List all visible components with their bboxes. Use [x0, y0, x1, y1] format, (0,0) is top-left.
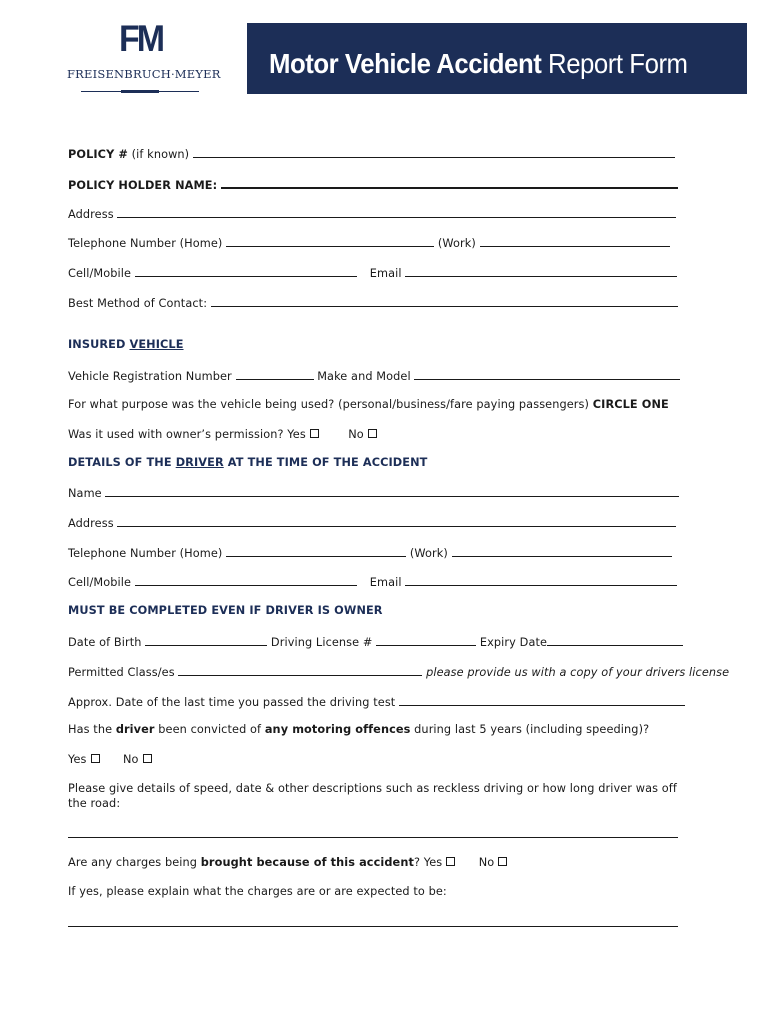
- charges-no-checkbox[interactable]: [498, 857, 507, 866]
- driver-cell-label: Cell/Mobile: [68, 576, 132, 589]
- driver-address-field[interactable]: [117, 515, 676, 527]
- policy-holder-field[interactable]: [221, 176, 678, 189]
- holder-tel-home-field[interactable]: [226, 235, 434, 247]
- driver-heading-prefix: DETAILS OF THE: [68, 456, 176, 469]
- logo-rule-accent: [121, 90, 159, 93]
- driver-tel-work-label: (Work): [409, 547, 448, 560]
- driver-name-field[interactable]: [105, 485, 679, 497]
- expiry-field[interactable]: [547, 634, 683, 646]
- last-test-field[interactable]: [399, 694, 685, 706]
- offence-details-field[interactable]: [68, 826, 678, 838]
- convictions-yes-checkbox[interactable]: [91, 754, 100, 763]
- permission-yes-label: Yes: [287, 428, 306, 441]
- driver-email-field[interactable]: [405, 574, 677, 586]
- convictions-no-label: No: [122, 753, 139, 766]
- charges-yes-label: ? Yes: [413, 856, 443, 869]
- charges-explain-label: If yes, please explain what the charges are or are expected to be:: [68, 885, 447, 898]
- permission-question: Was it used with owner’s permission?: [68, 428, 284, 441]
- last-test-label: Approx. Date of the last time you passed the driving test: [68, 696, 396, 709]
- permission-yes-checkbox[interactable]: [310, 429, 319, 438]
- driver-cell-email-row: [68, 574, 677, 589]
- purpose-question[interactable]: For what purpose was the vehicle being used? (personal/business/fare paying passengers): [68, 398, 593, 411]
- driver-details-heading: [68, 456, 427, 469]
- best-contact-field[interactable]: [211, 295, 678, 307]
- vehicle-registration-row: [68, 368, 680, 383]
- permitted-class-field[interactable]: [178, 664, 422, 676]
- insured-vehicle-heading: [68, 338, 184, 351]
- policy-number-field[interactable]: [193, 146, 675, 158]
- charges-explain-field[interactable]: [68, 915, 678, 927]
- charges-text-a: Are any charges being: [68, 856, 201, 869]
- last-test-row: [68, 694, 685, 709]
- policy-number-note: (if known): [127, 148, 193, 161]
- convictions-text-e: during last 5 years (including speeding)?: [410, 723, 650, 736]
- license-copy-note: please provide us with a copy of your drivers license: [426, 666, 730, 679]
- charges-yes-checkbox[interactable]: [446, 857, 455, 866]
- driver-heading-underlined: DRIVER: [175, 456, 224, 469]
- circle-one-note: CIRCLE ONE: [592, 398, 669, 411]
- charges-explain-row: [68, 915, 678, 930]
- vehicle-purpose-row: [68, 398, 669, 411]
- policy-number-label: POLICY #: [68, 148, 128, 161]
- driver-email-label: Email: [369, 576, 402, 589]
- holder-address-field[interactable]: [117, 206, 676, 218]
- permission-no-checkbox[interactable]: [368, 429, 377, 438]
- convictions-yes-label: Yes: [68, 753, 87, 766]
- make-model-label: Make and Model: [317, 370, 411, 383]
- driver-tel-home-label: Telephone Number (Home): [68, 547, 223, 560]
- offence-details-row: [68, 826, 678, 841]
- driver-tel-work-field[interactable]: [452, 545, 672, 557]
- holder-tel-work-label: (Work): [437, 237, 476, 250]
- driver-address-label: Address: [68, 517, 114, 530]
- holder-cell-email-row: [68, 265, 677, 280]
- holder-email-field[interactable]: [405, 265, 677, 277]
- permission-no-label: No: [348, 428, 364, 441]
- holder-email-label: Email: [369, 267, 402, 280]
- logo-mark: FM: [119, 18, 163, 60]
- holder-tel-work-field[interactable]: [480, 235, 670, 247]
- holder-address-row: [68, 206, 676, 221]
- holder-tel-home-label: Telephone Number (Home): [68, 237, 223, 250]
- driver-telephone-row: [68, 545, 672, 560]
- convictions-text-offences: any motoring offences: [264, 723, 411, 736]
- driver-name-label: Name: [68, 487, 102, 500]
- driver-address-row: [68, 515, 676, 530]
- make-model-field[interactable]: [414, 368, 680, 380]
- convictions-answer-row: [68, 753, 152, 766]
- owner-permission-row: [68, 428, 377, 441]
- registration-label: Vehicle Registration Number: [68, 370, 232, 383]
- policy-holder-row: [68, 176, 678, 192]
- logo-name: FREISENBRUCH·MEYER: [67, 67, 221, 81]
- must-complete-heading: MUST BE COMPLETED EVEN IF DRIVER IS OWNER: [68, 604, 383, 617]
- driver-cell-field[interactable]: [135, 574, 357, 586]
- license-field[interactable]: [376, 634, 476, 646]
- company-logo: [67, 18, 221, 96]
- policy-number-row: [68, 146, 675, 161]
- convictions-question: [68, 723, 649, 736]
- driver-heading-suffix: AT THE TIME OF THE ACCIDENT: [223, 456, 428, 469]
- dob-license-row: [68, 634, 683, 649]
- holder-cell-label: Cell/Mobile: [68, 267, 132, 280]
- charges-question-row: [68, 856, 507, 869]
- offence-details-question-line2: the road:: [68, 797, 121, 810]
- form-title: [269, 48, 688, 80]
- holder-address-label: Address: [68, 208, 114, 221]
- dob-label: Date of Birth: [68, 636, 142, 649]
- holder-telephone-row: [68, 235, 670, 250]
- title-banner: [247, 23, 747, 94]
- offence-details-question-line1: Please give details of speed, date & other descriptions such as reckless driving or how long driver was off: [68, 782, 677, 795]
- insured-vehicle-heading-underlined: VEHICLE: [129, 338, 184, 351]
- best-contact-row: [68, 295, 678, 310]
- dob-field[interactable]: [145, 634, 267, 646]
- form-title-rest: Report Form: [541, 48, 688, 79]
- expiry-label: Expiry Date: [479, 636, 548, 649]
- permitted-class-row: [68, 664, 729, 679]
- convictions-text-driver: driver: [115, 723, 155, 736]
- driver-name-row: [68, 485, 679, 500]
- license-label: Driving License #: [270, 636, 373, 649]
- holder-cell-field[interactable]: [135, 265, 357, 277]
- policy-holder-label: POLICY HOLDER NAME:: [68, 179, 218, 192]
- convictions-no-checkbox[interactable]: [143, 754, 152, 763]
- form-title-bold: Motor Vehicle Accident: [269, 48, 542, 79]
- insured-vehicle-heading-prefix: INSURED: [68, 338, 130, 351]
- driver-tel-home-field[interactable]: [226, 545, 406, 557]
- convictions-text-c: been convicted of: [154, 723, 265, 736]
- best-contact-label: Best Method of Contact:: [68, 297, 208, 310]
- charges-no-label: No: [478, 856, 495, 869]
- convictions-text-a: Has the: [68, 723, 116, 736]
- registration-field[interactable]: [236, 368, 314, 380]
- permitted-class-label: Permitted Class/es: [68, 666, 175, 679]
- charges-text-bold: brought because of this accident: [200, 856, 414, 869]
